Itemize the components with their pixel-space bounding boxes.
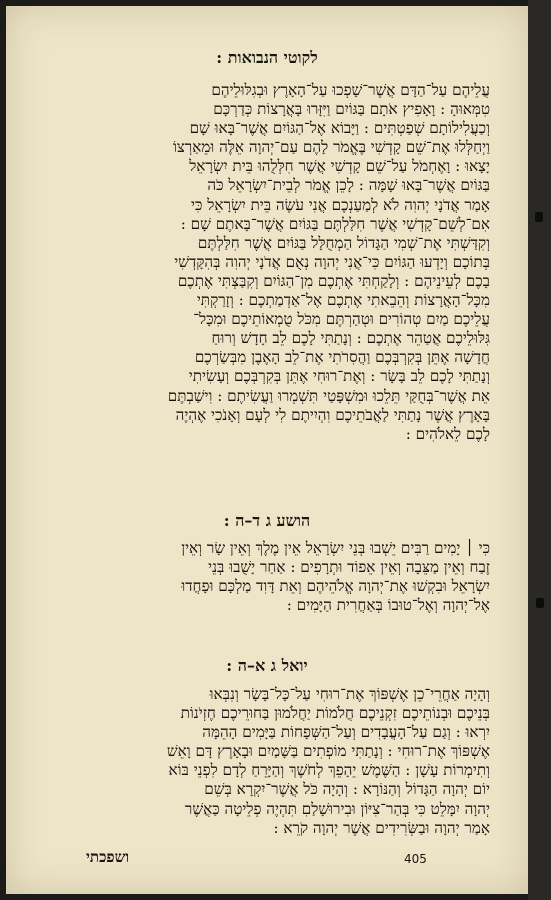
text-block: [62, 539, 490, 615]
text-line: אָמַר אֲדֹנָי יְהוִה לֹא לְמַעַנְכֶם אֲנִי עֹשֶׂה בֵּית יִשְׂרָאֵל כִּי: [191, 195, 490, 214]
text-line: עֲלֵיכֶם מַיִם טְהוֹרִים וּטְהַרְתֶּם מִכֹּל טֻמְאוֹתֵיכֶם וּמִכָּל־: [193, 310, 490, 329]
text-line: טִמְּאוּהָ : וָאָפִיץ אֹתָם בַּגּוֹיִם וַיִּזָּרוּ בָּאֲרָצוֹת כְּדַרְכָּם: [213, 100, 490, 119]
text-line: אֶל־יְהוָה וְאֶל־טוּבוֹ בְּאַחֲרִית הַיָּמִים :: [286, 596, 490, 615]
text-line: חֲדָשָׁה אֶתֵּן בְּקִרְבְּכֶם וַהֲסִרֹתִי אֶת־לֵב הָאֶבֶן מִבְּשַׂרְכֶם: [194, 348, 490, 367]
spine-mark: [535, 212, 543, 222]
text-block: [62, 81, 490, 444]
text-line: בָכֶם לְעֵינֵיהֶם : וְלָקַחְתִּי אֶתְכֶם מִן־הַגּוֹיִם וְקִבַּצְתִּי אֶתְכֶם: [177, 271, 490, 290]
text-line: זֶבַח וְאֵין מַצֵּבָה וְאֵין אֵפוֹד וּתְרָפִים : אַחַר יָשֻׁבוּ בְּנֵי: [208, 558, 490, 577]
text-line: אֶשְׁפּוֹךְ אֶת־רוּחִי : וְנָתַתִּי מוֹפְתִים בַּשָּׁמַיִם וּבָאָרֶץ דָּם וָאֵשׁ: [166, 742, 490, 761]
text-line: בְּתוֹכָם וְיָדְעוּ הַגּוֹיִם כִּי־אֲנִי יְהוָה נְאֻם אֲדֹנָי יְהוִה בְּהִקָּדְשִׁי: [174, 252, 490, 271]
text-line: וְנָתַתִּי לָכֶם לֵב בָּשָׂר : וְאֶת־רוּחִי אֶתֵּן בְּקִרְבְּכֶם וְעָשִׂיתִי: [188, 367, 490, 386]
section-heading: הושע ג ד–ה :: [223, 511, 311, 530]
text-block: [62, 685, 490, 838]
text-line: אִם־לְשֵׁם־קָדְשִׁי אֲשֶׁר חִלַּלְתֶּם בַּגּוֹיִם אֲשֶׁר־בָּאתֶם שָׁם :: [180, 214, 490, 233]
text-line: וְקִדַּשְׁתִּי אֶת־שְׁמִי הַגָּדוֹל הַמְחֻלָּל בַּגּוֹיִם אֲשֶׁר חִלַּלְתֶּם: [197, 233, 490, 252]
text-line: וְהָיָה אַחֲרֵי־כֵן אֶשְׁפּוֹךְ אֶת־רוּחִי עַל־כָּל־בָּשָׂר וְנִבְּאוּ: [209, 685, 490, 703]
text-line: בַּגּוֹיִם אֲשֶׁר־בָּאוּ שָׁמָּה : לָכֵן אֱמֹר לְבֵית־יִשְׂרָאֵל כֹּה: [207, 176, 490, 195]
text-line: וַיְחַלְּלוּ אֶת־שֵׁם קָדְשִׁי בֶּאֱמֹר לָהֶם עַם־יְהוָה אֵלֶּה וּמֵאַרְצוֹ: [172, 138, 490, 157]
text-line: אָמַר יְהוָה וּבַשְּׂרִידִים אֲשֶׁר יְהוָה קֹרֵא :: [273, 818, 490, 837]
text-line: יָצָאוּ : וָאֶחְמֹל עַל־שֵׁם קָדְשִׁי אֲשֶׁר חִלְּלֻהוּ בֵּית יִשְׂרָאֵל: [189, 157, 490, 176]
section-heading: לקוטי הנבואות :: [216, 48, 318, 67]
text-line: וְתִימְרוֹת עָשָׁן : הַשֶּׁמֶשׁ יֵהָפֵךְ לְחֹשֶׁךְ וְהַיָּרֵחַ לְדָם לִפְנֵי בּוֹא: [168, 761, 490, 780]
text-line: כִּי ׀ יָמִים רַבִּים יֵשְׁבוּ בְּנֵי יִשְׂרָאֵל אֵין מֶלֶךְ וְאֵין שָׂר וְאֵין: [181, 539, 490, 557]
spine-mark: [536, 598, 544, 608]
text-line: אֵת אֲשֶׁר־בְּחֻקַּי תֵּלֵכוּ וּמִשְׁפָּטַי תִּשְׁמְרוּ וַעֲשִׂיתֶם : וִישַׁבְתֶּם: [167, 386, 490, 405]
text-line: גִּלּוּלֵיכֶם אֲטַהֵר אֶתְכֶם : וְנָתַתִּי לָכֶם לֵב חָדָשׁ וְרוּחַ: [211, 329, 490, 348]
text-line: יְהוָה יִמָּלֵט כִּי בְּהַר־צִיּוֹן וּבִירוּשָׁלַםִ תִּהְיֶה פְלֵיטָה כַּאֲשֶׁר: [184, 799, 490, 818]
text-line: וְכַעֲלִילוֹתָם שְׁפַטְתִּים : וַיָּבוֹא אֶל־הַגּוֹיִם אֲשֶׁר־בָּאוּ שָׁם: [189, 119, 490, 138]
page-number: 405: [404, 852, 427, 866]
text-line: יוֹם יְהוָה הַגָּדוֹל וְהַנּוֹרָא : וְהָיָה כֹּל אֲשֶׁר־יִקְרָא בְּשֵׁם: [204, 780, 490, 799]
section-heading: יואל ג א–ה :: [226, 656, 308, 675]
text-line: יִרְאוּ : וְגַם עַל־הָעֲבָדִים וְעַל־הַשְּׁפָחוֹת בַּיָּמִים הָהֵמָּה: [202, 723, 490, 742]
text-line: לָכֶם לֵאלֹהִים :: [405, 424, 490, 443]
catchword: ושפכתי: [86, 848, 130, 866]
text-line: בָּאָרֶץ אֲשֶׁר נָתַתִּי לַאֲבֹתֵיכֶם וִהְיִיתֶם לִי לְעָם וְאָנֹכִי אֶהְיֶה: [175, 405, 490, 424]
text-line: יִשְׂרָאֵל וּבִקְשׁוּ אֶת־יְהוָה אֱלֹהֵיהֶם וְאֵת דָּוִד מַלְכָּם וּפָחֲדוּ: [181, 577, 490, 596]
book-page: [6, 6, 528, 894]
book-edge: [528, 0, 551, 900]
text-line: עֲלֵיהֶם עַל־הַדָּם אֲשֶׁר־שָׁפְכוּ עַל־הָאָרֶץ וּבְגִלּוּלֵיהֶם: [211, 81, 490, 99]
text-line: בְּנֵיכֶם וּבְנוֹתֵיכֶם זִקְנֵיכֶם חֲלֹמוֹת יַחֲלֹמוּן בַּחוּרֵיכֶם חֶזְיֹנוֹת: [180, 704, 490, 723]
text-line: מִכָּל־הָאֲרָצוֹת וְהֵבֵאתִי אֶתְכֶם אֶל־אַדְמַתְכֶם : וְזָרַקְתִּי: [196, 291, 490, 310]
